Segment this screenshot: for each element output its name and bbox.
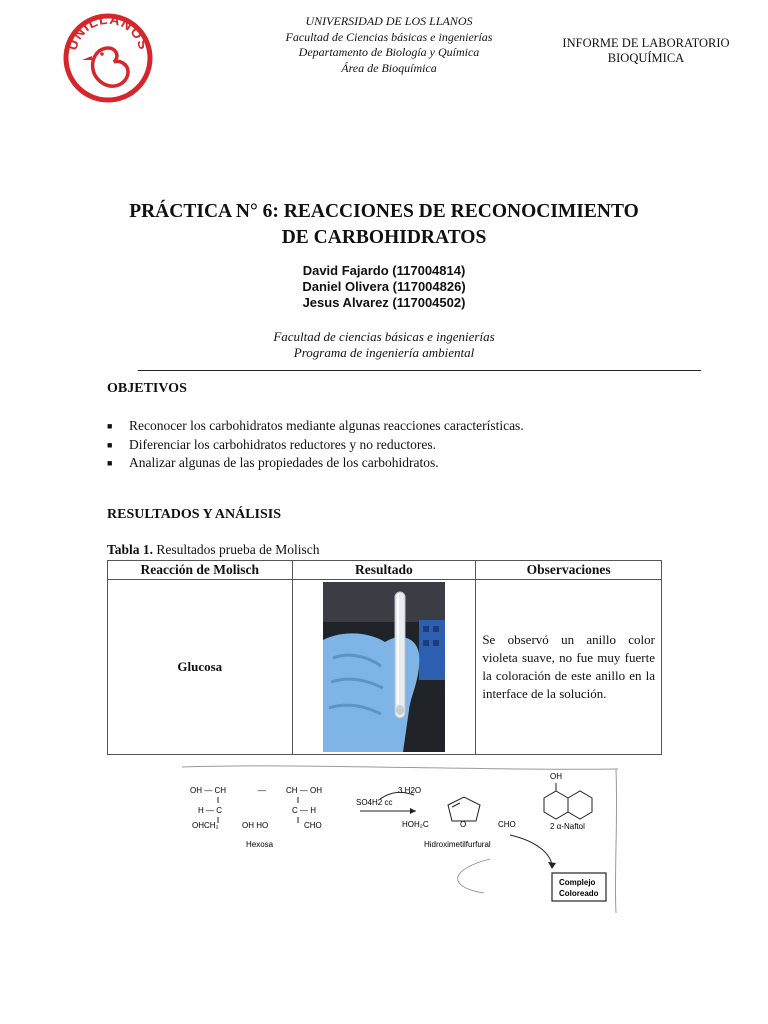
reaction-sample: Glucosa (108, 580, 293, 755)
affiliation-program: Programa de ingeniería ambiental (293, 345, 475, 360)
hexose-structure (190, 786, 322, 849)
list-item (107, 436, 667, 455)
author-list (184, 263, 584, 311)
author: David Fajardo (117004814) (302, 263, 466, 278)
hmf-structure (402, 797, 516, 849)
area-name: Área de Bioquímica (341, 60, 437, 75)
result-photo-cell (292, 580, 476, 755)
divider (138, 370, 701, 371)
hmf-label: Hidroximetilfurfural (424, 840, 491, 849)
caption-text: Resultados prueba de Molisch (153, 542, 320, 557)
objective-text: Analizar algunas de las propiedades de los carbohidratos. (129, 455, 439, 470)
reaction-arrow (356, 786, 421, 814)
naphthol-structure (544, 772, 592, 831)
table-header-row (108, 561, 662, 580)
author: Jesus Alvarez (117004502) (302, 295, 466, 310)
oh-label: OH (550, 772, 562, 781)
table-caption (107, 542, 320, 558)
svg-text:O: O (460, 820, 467, 829)
affiliation-faculty: Facultad de ciencias básicas e ingenierías (273, 329, 495, 344)
complex-label-1: Complejo (559, 878, 596, 887)
report-type-line: INFORME DE LABORATORIO (562, 36, 730, 50)
university-name: UNIVERSIDAD DE LOS LLANOS (305, 14, 473, 28)
title-line-1: PRÁCTICA N° 6: REACCIONES DE RECONOCIMIENTO (129, 201, 639, 222)
svg-text:UNILLANOS (64, 12, 153, 52)
department-name: Departamento de Biología y Química (298, 45, 480, 59)
logo-text: UNILLANOS (63, 12, 153, 53)
column-header: Reacción de Molisch (108, 561, 293, 580)
svg-text:CHO: CHO (304, 821, 322, 830)
observation-text: Se observó un anillo color violeta suave, no fue muy fuerte la coloración de este anillo en la interface de la solución. (476, 580, 662, 755)
svg-text:CH — OH: CH — OH (286, 786, 322, 795)
svg-text:H — C: H — C (198, 806, 222, 815)
page-title (80, 199, 688, 251)
complex-label-2: Coloreado (559, 889, 599, 898)
university-header (230, 14, 548, 76)
author: Daniel Olivera (117004826) (302, 279, 466, 294)
colored-complex-box (552, 873, 606, 901)
objective-text: Reconocer los carbohidratos mediante algunas reacciones características. (129, 418, 524, 433)
bullet-icon: ■ (107, 458, 113, 468)
bullet-icon: ■ (107, 439, 113, 450)
list-item (107, 454, 667, 473)
objectives-heading: OBJETIVOS (107, 381, 187, 396)
reagent-acid: SO4H2 cc (356, 798, 393, 807)
column-header: Observaciones (476, 561, 662, 580)
svg-text:OHCH₂: OHCH₂ (192, 821, 219, 830)
column-header: Resultado (292, 561, 476, 580)
molisch-table (107, 560, 662, 755)
svg-text:OH — CH: OH — CH (190, 786, 226, 795)
test-tube-photo (323, 582, 445, 752)
caption-label: Tabla 1. (107, 542, 154, 557)
faculty-name: Facultad de Ciencias básicas e ingenierías (285, 29, 493, 44)
table-row (108, 580, 662, 755)
svg-text:HOH₂C: HOH₂C (402, 820, 429, 829)
results-heading: RESULTADOS Y ANÁLISIS (107, 507, 282, 522)
report-subject-line: BIOQUÍMICA (607, 51, 685, 65)
bullet-icon: ■ (107, 421, 113, 431)
svg-text:C — H: C — H (292, 806, 316, 815)
svg-text:OH HO: OH HO (242, 821, 269, 830)
objective-text: Diferenciar los carbohidratos reductores y no reductores. (129, 436, 436, 452)
svg-text:—: — (258, 786, 266, 795)
affiliation (184, 329, 584, 361)
list-item (107, 417, 667, 436)
hexose-label: Hexosa (246, 840, 274, 849)
reagent-water: 3 H2O (398, 786, 422, 795)
objectives-list (107, 417, 667, 473)
molisch-reaction-diagram (180, 765, 620, 915)
title-line-2: DE CARBOHIDRATOS (281, 227, 487, 248)
svg-text:CHO: CHO (498, 820, 516, 829)
report-type (548, 36, 744, 66)
naphthol-label: 2 α-Naftol (550, 822, 585, 831)
university-logo (62, 12, 154, 104)
